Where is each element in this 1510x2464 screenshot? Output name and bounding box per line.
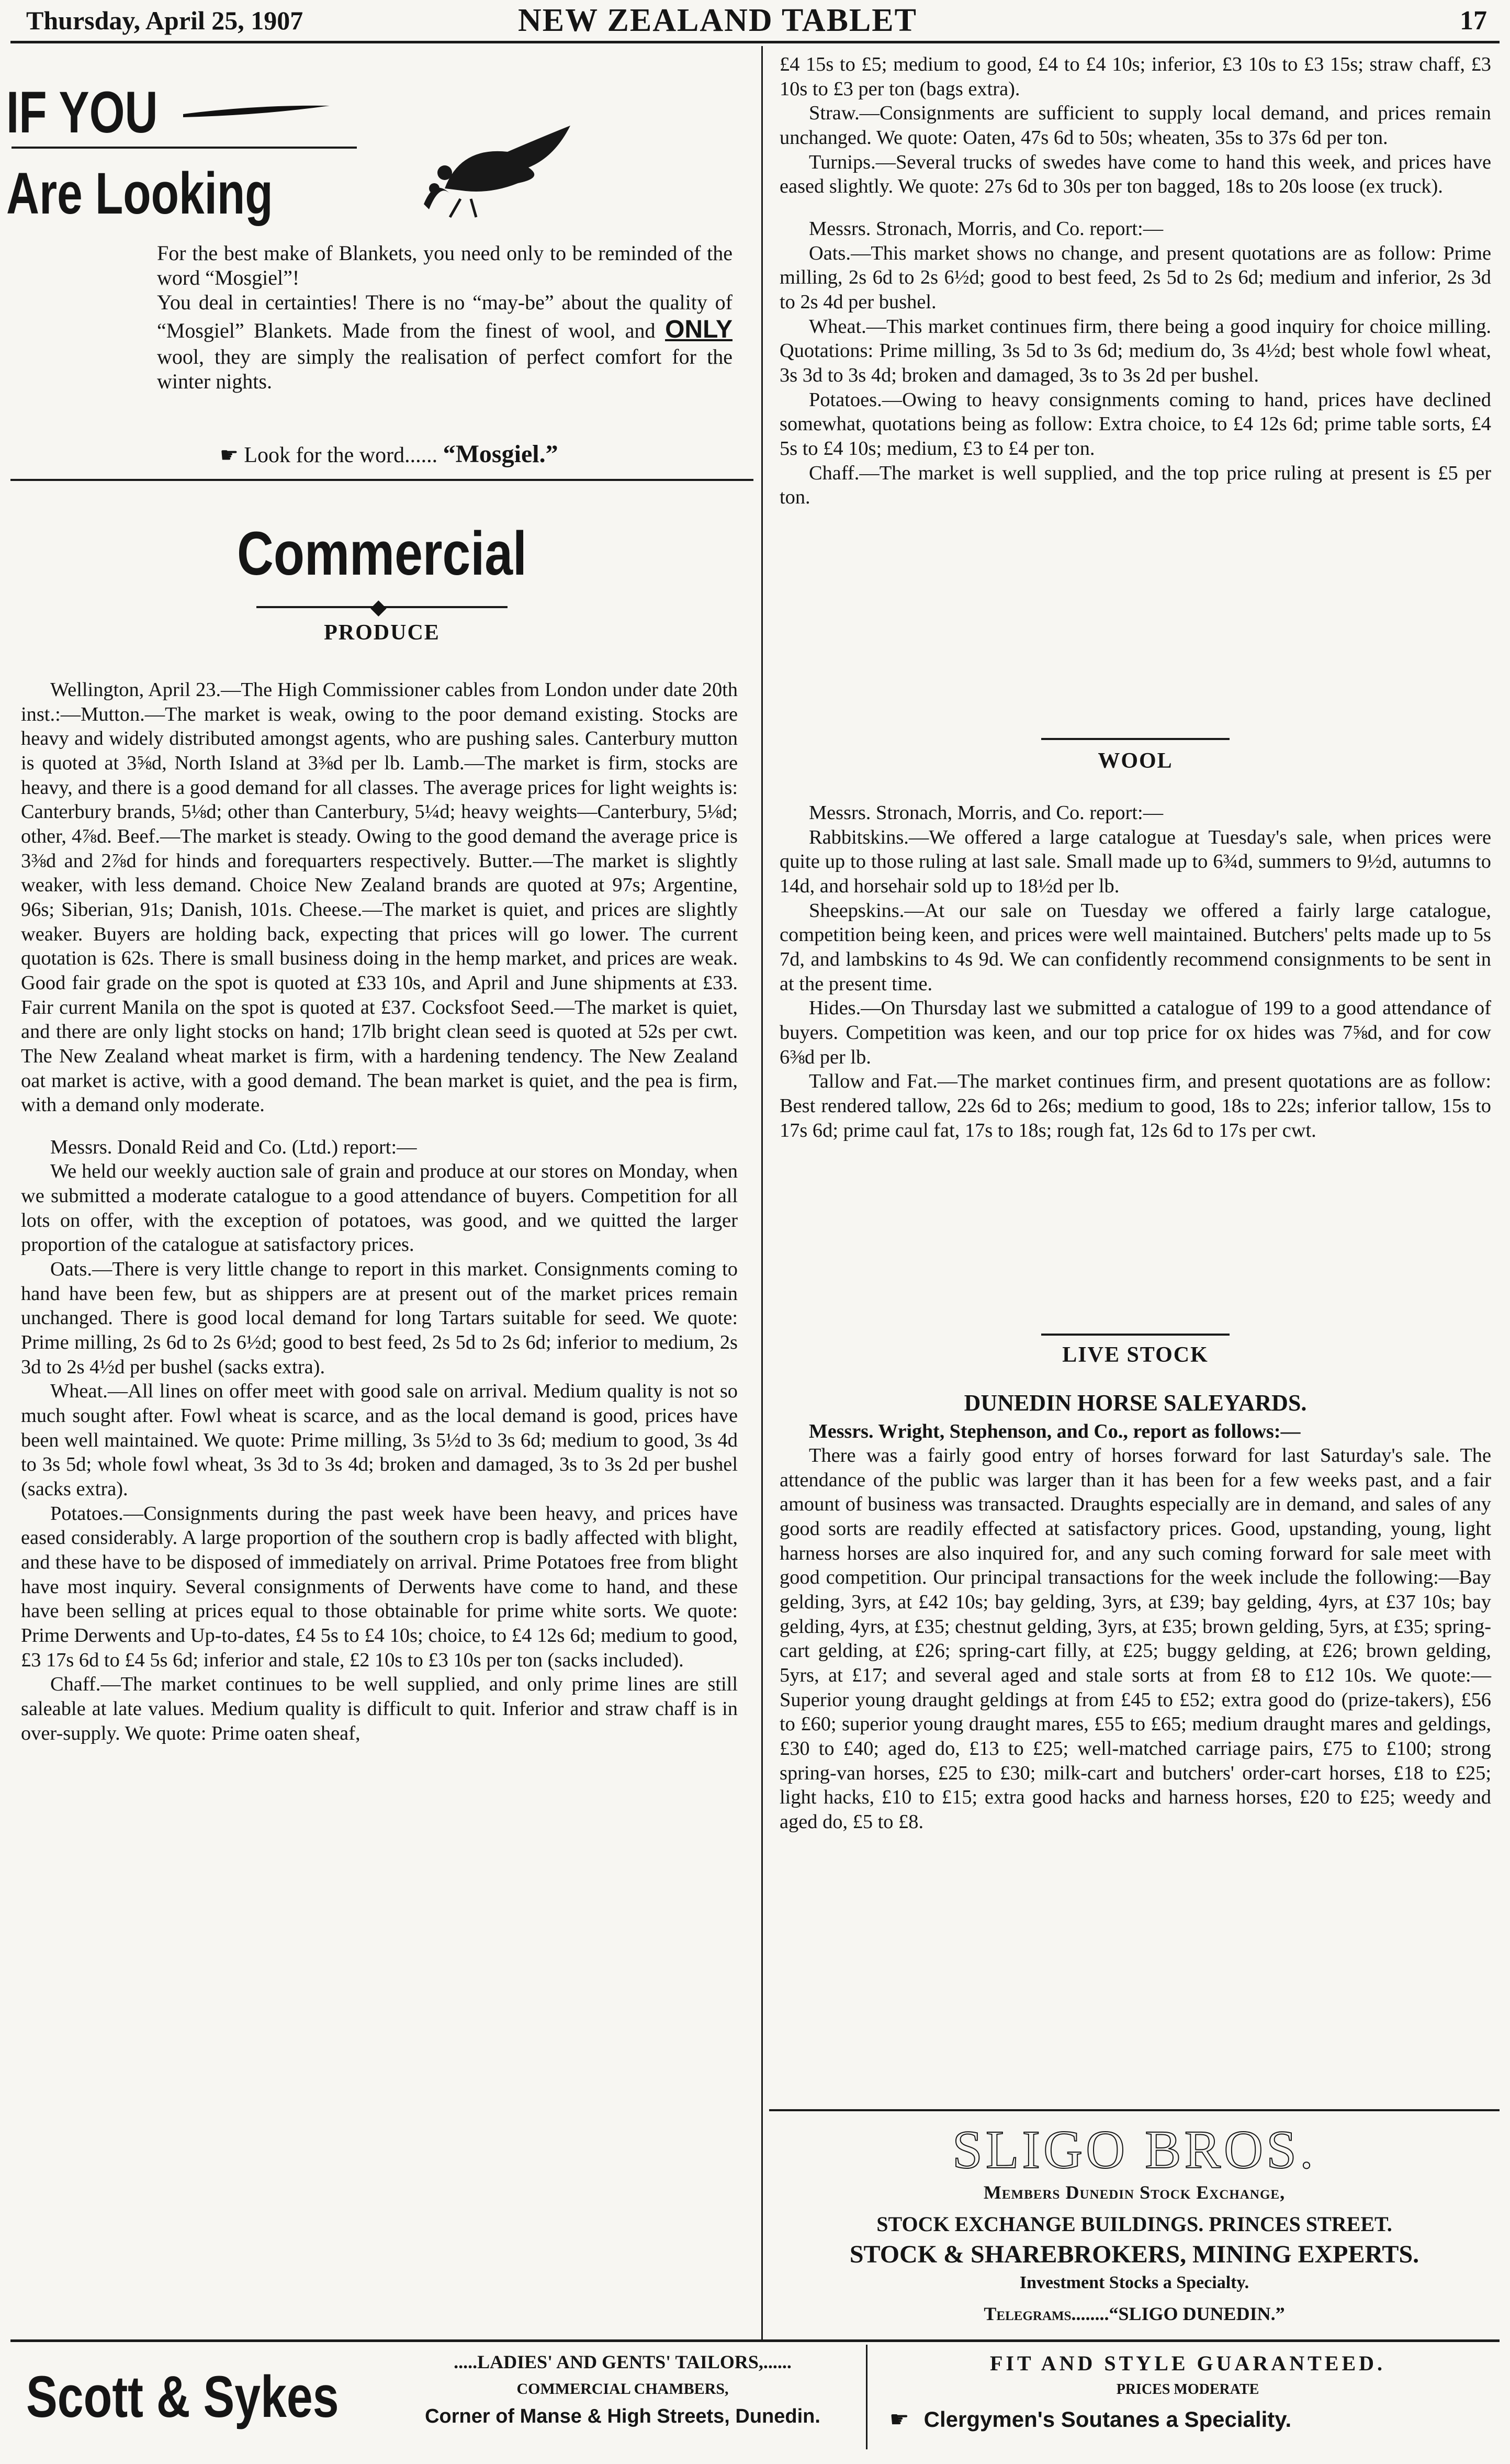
ad-mosgiel-are-looking: Are Looking: [6, 161, 273, 226]
right-column-produce: [780, 52, 1491, 510]
ad-mosgiel-if-you: IF YOU: [6, 80, 158, 145]
wool-rule-top: [1041, 738, 1230, 740]
masthead-page-number: 17: [1460, 6, 1487, 36]
scott-sykes-chambers: COMMERCIAL CHAMBERS,: [516, 2380, 729, 2398]
donald-reid-wheat: Wheat.—All lines on offer meet with good sale on arrival. Medium quality is not so much sought after. Fowl wheat is scarce, and as the local demand is good, prices have been well maintained. We quote: Prime milling, 3s 5½d to 3s 6d; medium to good, 3s 4d to 3s 5d; whole fowl wheat, 3s 3d to 3s 4d; broken and damaged, 3s to 3s 2d per bushel (sacks extra).: [21, 1380, 738, 1500]
sligo-telegrams-label: Telegrams........: [984, 2303, 1109, 2324]
scott-sykes-prices: PRICES MODERATE: [1116, 2381, 1259, 2398]
swoosh-icon: [183, 99, 330, 120]
column-divider: [761, 46, 763, 2339]
chaff-continued: £4 15s to £5; medium to good, £4 to £4 10s; inferior, £3 10s to £3 15s; straw chaff, £3 10s to £3 per ton (bags extra).: [780, 53, 1491, 100]
scott-sykes-corner: Corner of Manse & High Streets, Dunedin.: [425, 2405, 820, 2427]
donald-reid-sale: We held our weekly auction sale of grain and produce at our stores on Monday, when we submitted a moderate catalogue to a good attendance of buyers. Competition for all lots on offer, with the exception of potatoes, was good, and we quitted the larger proportion of the catalogue at satisfactory prices.: [21, 1160, 738, 1256]
masthead-rule: [10, 41, 1500, 43]
scott-sykes-name: Scott & Sykes: [26, 2364, 339, 2429]
wool-title: WOOL: [1098, 749, 1173, 773]
bottom-ad-rule: [10, 2339, 1500, 2342]
wool-sheepskins: Sheepskins.—At our sale on Tuesday we offered a fairly large catalogue, competition being keen, and prices were well maintained. Butchers' pelts made up to 5s 7d, and lambskins to 4s 9d. We can confidently recommend consignments to be sent in at the present time.: [780, 899, 1491, 995]
ad-mosgiel-only: ONLY: [665, 315, 733, 343]
right-column-wool: [780, 801, 1491, 1143]
stronach-chaff: Chaff.—The market is well supplied, and the top price ruling at present is £5 per ton.: [780, 462, 1491, 509]
livestock-rule-top: [1041, 1334, 1230, 1336]
dunedin-horse-saleyards-title: DUNEDIN HORSE SALEYARDS.: [964, 1390, 1307, 1416]
ad-underline: [12, 147, 357, 149]
donald-reid-chaff: Chaff.—The market continues to be well supplied, and only prime lines are still saleable at late values. Medium quality is difficult to quit. Inferior and straw chaff is in over-supply. We quote: Prime oaten sheaf,: [21, 1673, 738, 1744]
scott-sykes-clergy-line: [889, 2406, 1496, 2432]
ad-mosgiel-look-line: [220, 440, 558, 468]
wright-stephenson-report: Messrs. Wright, Stephenson, and Co., report as follows:—: [809, 1420, 1301, 1442]
sligo-members: Members Dunedin Stock Exchange,: [983, 2182, 1286, 2203]
sligo-address: STOCK EXCHANGE BUILDINGS. PRINCES STREET.: [876, 2212, 1392, 2236]
commercial-subtitle: PRODUCE: [324, 621, 440, 645]
ad-mosgiel-bottom-rule: [10, 479, 753, 481]
sligo-business: STOCK & SHAREBROKERS, MINING EXPERTS.: [849, 2241, 1419, 2268]
donald-reid-potatoes: Potatoes.—Consignments during the past week have been heavy, and prices have eased considerably. A large proportion of the southern crop is badly affected with blight, and these have to be disposed of immediately on arrival. Prime Potatoes free from blight have most inquiry. Several consignments of Derwents have come to hand, and these have been selling at prices equal to those obtainable for prime white sorts. We quote: Prime Derwents and Up-to-dates, £4 5s to £4 10s; choice, to £4 12s 6d; medium to good, £3 17s 6d to £4 5s 6d; inferior and stale, £2 10s to £3 10s per ton (sacks included).: [21, 1502, 738, 1671]
scott-sykes-divider: [866, 2345, 867, 2449]
pointing-hand-icon: ☛: [220, 443, 239, 467]
ad-mosgiel-look-for: Look for the word......: [244, 443, 438, 467]
sligo-telegrams: [769, 2303, 1500, 2325]
wool-tallow: Tallow and Fat.—The market continues firm, and present quotations are as follow: Best rendered tallow, 22s 6d to 26s; medium to good, 18s to 22s; inferior tallow, 15s to 17s 6d; prime caul fat, 17s to 18s; rough fat, 12s 6d to 17s per cwt.: [780, 1070, 1491, 1141]
ad-mosgiel-text-1: For the best make of Blankets, you need only to be reminded of the word “Mosgiel”!: [157, 241, 733, 290]
sligo-bros-name: SLIGO BROS.: [952, 2120, 1316, 2180]
masthead-title: NEW ZEALAND TABLET: [518, 3, 917, 38]
wool-rabbitskins: Rabbitskins.—We offered a large catalogue at Tuesday's sale, when prices were quite up to those ruling at last sale. Small made up to 6¾d, summers to 9½d, autumns to 14d, and horsehair sold up to 18½d per lb.: [780, 826, 1491, 897]
bird-logo-icon: [413, 115, 581, 220]
wool-stronach-report: Messrs. Stronach, Morris, and Co. report:—: [809, 802, 1164, 824]
commercial-column: [21, 678, 738, 1745]
ad-mosgiel-word: “Mosgiel.”: [443, 440, 558, 468]
horse-sale-report: There was a fairly good entry of horses forward for last Saturday's sale. The attendance of the public was larger than it has been for a few weeks past, and a fair amount of business was transacted. Draughts especially are in demand, and sales of any good sorts are readily effected at satisfactory prices. Good, upstanding, young, light harness horses are also inquired for, and any such coming forward for sale meet with good competition. Our principal transactions for the week include the following:—Bay gelding, 3yrs, at £42 10s; bay gelding, 3yrs, at £39; bay gelding, 4yrs, at £37 10s; bay gelding, 4yrs, at £35; chestnut gelding, 3yrs, at £35; brown gelding, 5yrs, at £35; spring-cart gelding, at £26; spring-cart filly, at £25; buggy gelding, at £26; brown gelding, 5yrs, at £17; and several aged and stale sorts at from £8 to £12 10s. We quote:—Superior young draught geldings at from £45 to £52; extra good do (prize-takers), £56 to £60; superior young draught mares, £55 to £65; medium draught mares and geldings, £30 to £40; aged do, £13 to £25; well-matched carriage pairs, £75 to £100; strong spring-van horses, £25 to £30; milk-cart and butchers' order-cart horses, £18 to £25; light hacks, £10 to £15; extra good hacks and harness horses, £20 to £25; weedy and aged do, £5 to £8.: [780, 1444, 1491, 1833]
stronach-wheat: Wheat.—This market continues firm, there being a good inquiry for choice milling. Quotations: Prime milling, 3s 5d to 3s 6d; medium do, 3s 4½d; best whole fowl wheat, 3s 3d to 3s 4d; broken and damaged, 3s to 3s 2d per bushel.: [780, 315, 1491, 386]
straw-report: Straw.—Consignments are sufficient to supply local demand, and prices remain unchanged. We quote: Oaten, 47s 6d to 50s; wheaten, 35s to 37s 6d per ton.: [780, 102, 1491, 149]
sligo-investment: Investment Stocks a Specialty.: [1019, 2273, 1249, 2292]
right-column-livestock: [780, 1419, 1491, 1834]
stronach-produce-report: Messrs. Stronach, Morris, and Co. report:—: [809, 217, 1164, 240]
sligo-rule-top: [769, 2109, 1500, 2111]
ad-mosgiel-text-2: [157, 290, 733, 394]
turnips-report: Turnips.—Several trucks of swedes have come to hand this week, and prices have eased slightly. We quote: 27s 6d to 30s per ton bagged, 18s to 20s loose (ex truck).: [780, 151, 1491, 198]
scott-sykes-clergy: Clergymen's Soutanes a Speciality.: [923, 2407, 1292, 2432]
scott-sykes-fit-style: FIT AND STYLE GUARANTEED.: [989, 2351, 1386, 2375]
ad-mosgiel-text-2b: wool, they are simply the realisation of perfect comfort for the winter nights.: [157, 345, 733, 394]
stronach-oats: Oats.—This market shows no change, and present quotations are as follow: Prime milling, 2s 6d to 2s 6½d; good to best feed, 2s 5d to 2s 6d; medium and inferior, 2s 3d to 2s 4d per bushel.: [780, 242, 1491, 313]
diamond-ornament-icon: ◆: [370, 595, 387, 619]
donald-reid-report: Messrs. Donald Reid and Co. (Ltd.) report:—: [50, 1136, 417, 1158]
commercial-title: Commercial: [237, 519, 527, 588]
masthead-date: Thursday, April 25, 1907: [26, 6, 303, 35]
sligo-telegrams-value: “SLIGO DUNEDIN.”: [1109, 2303, 1285, 2324]
stronach-potatoes: Potatoes.—Owing to heavy consignments coming to hand, prices have declined somewhat, quotations being as follow: Extra choice, to £4 12s 6d; prime table sorts, £4 5s to £4 10s; medium, £3 to £4 per ton.: [780, 388, 1491, 460]
high-commissioner-cable: Wellington, April 23.—The High Commissioner cables from London under date 20th inst.:—Mutton.—The market is weak, owing to the poor demand existing. Stocks are heavy and widely distributed amongst agents, who are pushing sales. Canterbury mutton is quoted at 3⅝d, North Island at 3⅜d per lb. Lamb.—The market is firm, stocks are heavy, and there is a good demand for all classes. The average prices for light weights is: Canterbury brands, 5⅛d; other than Canterbury, 5¼d; heavy weights—Canterbury, 5⅛d; other, 4⅞d. Beef.—The market is steady. Owing to the good demand the average price is 3⅜d and 2⅞d for hinds and forequarters respectively. Butter.—The market is slightly weaker, with less demand. Choice New Zealand brands are quoted at 97s; Argentine, 96s; Siberian, 91s; Danish, 101s. Cheese.—The market is quiet, and prices are slightly weaker. Buyers are holding back, expecting that prices will go lower. The current quotation is 62s. There is small business doing in the hemp market, and prices are weak. Good fair grade on the spot is quoted at £33 10s, and April and June shipments at £33. Fair current Manila on the spot is quoted at £37. Cocksfoot Seed.—The market is quiet, and there are only light stocks on hand; 17lb bright clean seed is quoted at 52s per cwt. The New Zealand wheat market is firm, with a hardening tendency. The New Zealand oat market is active, with a good demand. The bean market is quiet, and the pea is firm, with a demand only moderate.: [21, 679, 738, 1116]
livestock-title: LIVE STOCK: [1062, 1343, 1209, 1367]
scott-sykes-tailors: .....LADIES' AND GENTS' TAILORS,......: [454, 2351, 792, 2372]
donald-reid-oats: Oats.—There is very little change to report in this market. Consignments coming to hand have been few, but as shippers are at present out of the market prices remain unchanged. There is good local demand for long Tartars suitable for seed. We quote: Prime milling, 2s 6d to 2s 6½d; good to best feed, 2s 5d to 2s 6d; inferior to medium, 2s 3d to 2s 4½d per bushel (sacks extra).: [21, 1258, 738, 1378]
wool-hides: Hides.—On Thursday last we submitted a catalogue of 199 to a good attendance of buyers. Competition was keen, and our top price for ox hides was 7⅝d, and for cow 6⅜d per lb.: [780, 997, 1491, 1068]
pointing-hand-icon: ☛: [889, 2407, 909, 2432]
ad-mosgiel-text-2a: You deal in certainties! There is no “may-be” about the quality of “Mosgiel” Blankets. Made from the finest of wool, and: [157, 290, 733, 342]
